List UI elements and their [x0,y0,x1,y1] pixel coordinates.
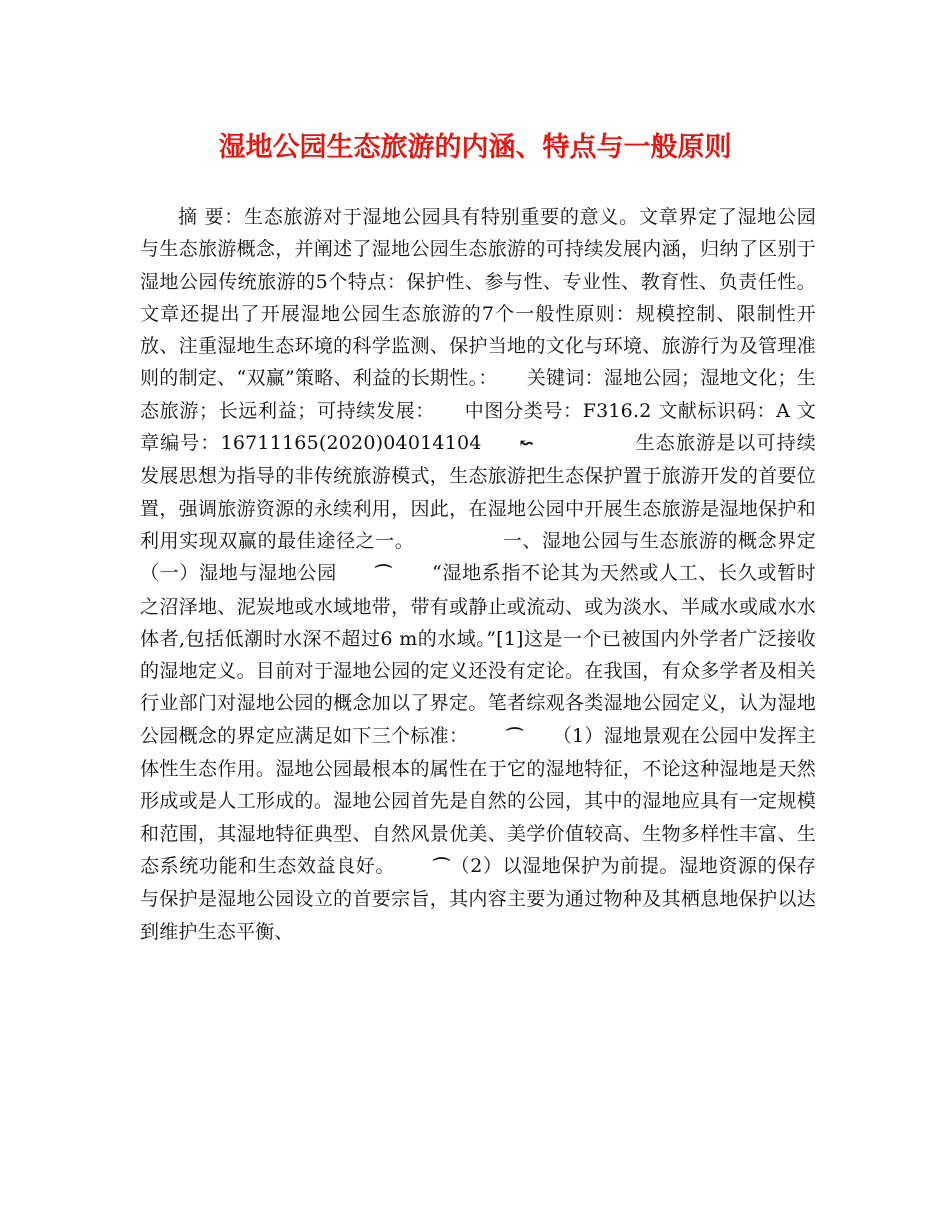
document-body [140,201,913,948]
criterion-1-text: （1）湿地景观在公园中发挥主体性生态作用。湿地公园最根本的属性在于它的湿地特征，不论这种湿地是天然形成或是人工形成的。湿地公园首先是自然的公园，其中的湿地应具有一定规模和范围，其湿地特征典型、自然风景优美、美学价值较高、生物多样性丰富、生态系统功能和生态效益良好。 [140,724,817,877]
definition-text: “湿地系指不论其为天然或人工、长久或暂时之沼泽地、泥炭地或水域地带，带有或静止或流动、或为淡水、半咸水或咸水水体者,包括低潮时水深不超过6 m的水域。”[1]这是一个已被国内外学者广泛接收的湿地定义。目前对于湿地公园的定义还没有定论。在我国，有众多学者及相关行业部门对湿地公园的概念加以了界定。笔者综观各类湿地公园定义，认为湿地公园概念的界定应满足如下三个标准： [140,562,816,747]
paragraph-mark-icon: ⌒ [374,564,393,585]
section-mark-icon: ↜ [519,434,535,455]
intro-text: 生态旅游是以可持续发展思想为指导的非传统旅游模式，生态旅游把生态保护置于旅游开发的首要位置，强调旅游资源的永续利用，因此，在湿地公园中开展生态旅游是湿地保护和利用实现双赢的最佳途径之一。 一、湿地公园与生态旅游的概念界定 （一）湿地与湿地公园 [140,432,913,585]
paragraph-mark-icon: ⌒ [433,856,451,877]
criterion-2-text: （2）以湿地保护为前提。湿地资源的保存与保护是湿地公园设立的首要宗旨，其内容主要为通过物种及其栖息地保护以达到维护生态平衡、 [140,854,817,943]
document-title: 湿地公园生态旅游的内涵、特点与一般原则 [218,132,732,163]
paragraph-mark-icon: ⌒ [506,726,524,747]
abstract-text: 摘 要：生态旅游对于湿地公园具有特别重要的意义。文章界定了湿地公园与生态旅游概念，并阐述了湿地公园生态旅游的可持续发展内涵，归纳了区别于湿地公园传统旅游的5个特点：保护性、参与性、专业性、教育性、负责任性。文章还提出了开展湿地公园生态旅游的7个一般性原则：规模控制、限制性开放、注重湿地生态环境的科学监测、保护当地的文化与环境、旅游行为及管理准则的制定、“双赢”策略、利益的长期性。： 关键词：湿地公园；湿地文化；生态旅游；长远利益；可持续发展： 中图分类号：F316.2 文献标识码：A 文章编号：16711165(2020)04014104 [140,206,816,455]
